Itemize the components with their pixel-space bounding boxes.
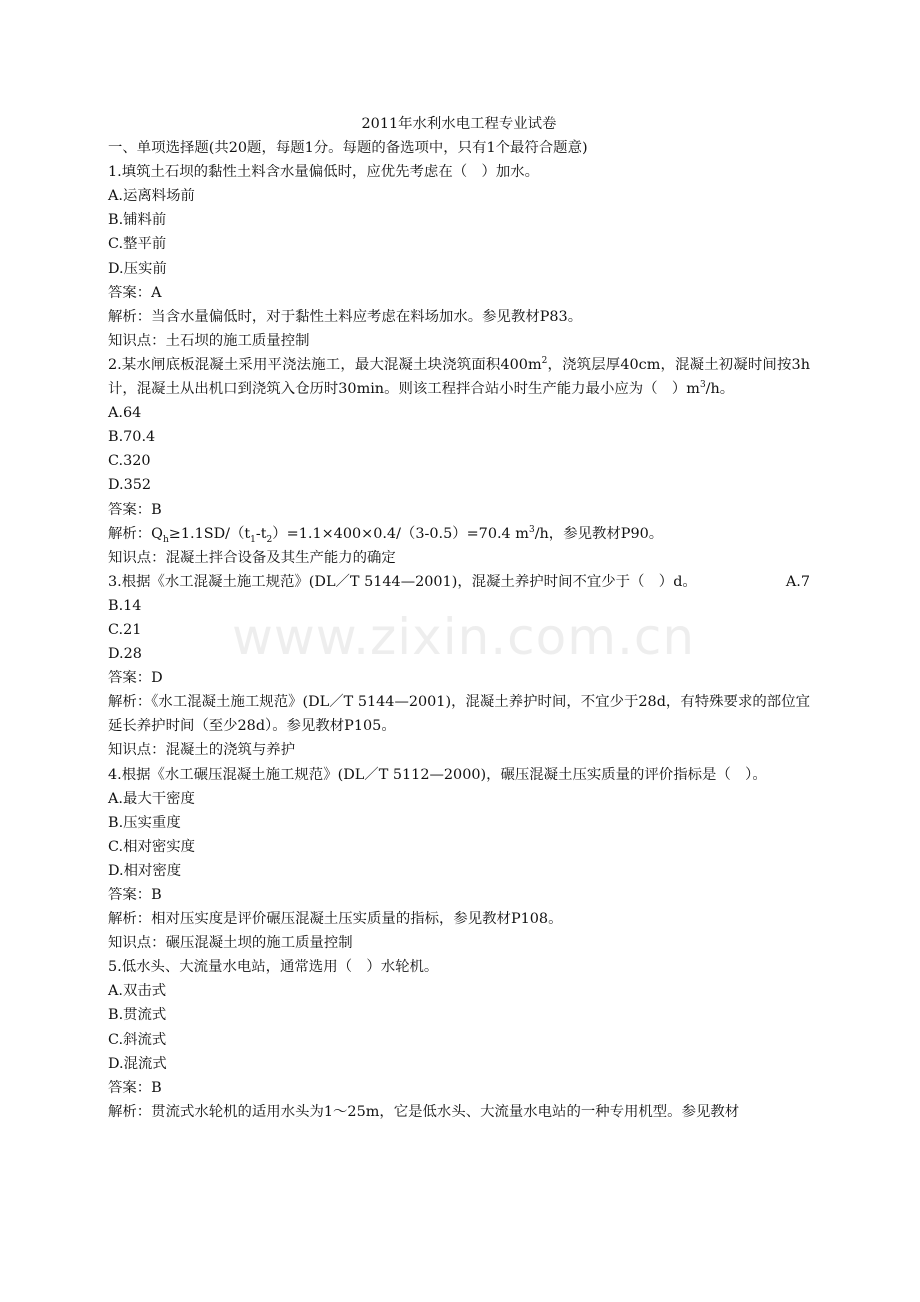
option-b: B.贯流式: [108, 1007, 167, 1024]
option-b: B.压实重度: [108, 814, 181, 831]
question-stem: 2.某水闸底板混凝土采用平浇法施工，最大混凝土块浇筑面积$400m^2$，浇筑层厚40cm，混凝土初凝时间按3h计，混凝土从出机口到浇筑入仓历时30min。则该工程拌合站小时生产能力最小应为（ ）$m^3/h$。: [108, 356, 810, 398]
option-a: A.运离料场前: [108, 188, 195, 205]
option-a: A.7: [785, 573, 810, 590]
knowledge-point: 知识点：土石坝的施工质量控制: [108, 332, 310, 349]
option-a: A.64: [108, 405, 142, 422]
analysis: 解析：当含水量偏低时，对于黏性土料应考虑在料场加水。参见教材P83。: [108, 308, 583, 325]
option-c: C.320: [108, 453, 151, 470]
section-heading: 一、单项选择题(共20题，每题1分。每题的备选项中，只有1个最符合题意): [108, 140, 588, 157]
analysis: 解析：$Q_h\ge 1.1SD/(t_1-t_2)=1.1\times 400\times 0.4/(3-0.5)=70.4$ $m^3/h$，参见教材P90。: [108, 524, 664, 545]
option-d: D.混流式: [108, 1055, 167, 1072]
knowledge-point: 知识点：混凝土拌合设备及其生产能力的确定: [108, 549, 396, 566]
page-title: 2011年水利水电工程专业试卷: [361, 116, 557, 132]
option-b: B.铺料前: [108, 212, 167, 229]
option-d: D.352: [108, 477, 152, 494]
option-c: C.相对密实度: [108, 838, 196, 855]
analysis: 解析：相对压实度是评价碾压混凝土压实质量的指标，参见教材P108。: [108, 911, 563, 928]
option-b: B.70.4: [108, 429, 156, 446]
answer: 答案：B: [108, 887, 162, 903]
question-stem: 5.低水头、大流量水电站，通常选用（ ）水轮机。: [108, 959, 439, 976]
option-b: B.14: [108, 597, 142, 614]
option-c: C.斜流式: [108, 1031, 167, 1048]
watermark: www.zixin.com.cn: [232, 608, 696, 666]
option-a: A.最大干密度: [108, 790, 195, 807]
answer: 答案：B: [108, 1079, 162, 1096]
knowledge-point: 知识点：碾压混凝土坝的施工质量控制: [108, 935, 353, 952]
answer: 答案：D: [108, 670, 163, 687]
question-stem: 4.根据《水工碾压混凝土施工规范》(DL／T 5112—2000)，碾压混凝土压实质量的评价指标是（ ）。: [108, 766, 767, 783]
option-d: D.28: [108, 646, 142, 663]
option-a: A.双击式: [108, 983, 167, 1000]
option-c: C.21: [108, 621, 142, 638]
answer: 答案：B: [108, 501, 162, 518]
option-d: D.相对密度: [108, 862, 182, 879]
question-1: [108, 160, 810, 353]
option-d: D.压实前: [108, 260, 167, 277]
question-3: [108, 570, 810, 763]
question-4: [108, 763, 810, 956]
question-2: [108, 353, 810, 570]
answer: 答案：A: [108, 284, 162, 301]
analysis: 解析：贯流式水轮机的适用水头为1～25m，它是低水头、大流量水电站的一种专用机型。参见教材: [108, 1103, 740, 1120]
option-c: C.整平前: [108, 236, 167, 253]
question-stem: 3.根据《水工混凝土施工规范》(DL／T 5144—2001)，混凝土养护时间不宜少于（ ）d。 A.7: [108, 570, 810, 594]
document-page: [108, 112, 810, 1124]
knowledge-point: 知识点：混凝土的浇筑与养护: [108, 742, 296, 759]
question-stem: 1.填筑土石坝的黏性土料含水量偏低时，应优先考虑在（ ）加水。: [108, 164, 540, 181]
question-5: [108, 955, 810, 1124]
analysis: 解析：《水工混凝土施工规范》(DL／T 5144—2001)，混凝土养护时间，不宜少于28d，有特殊要求的部位宜延长养护时间（至少28d）。参见教材P105。: [108, 694, 810, 735]
